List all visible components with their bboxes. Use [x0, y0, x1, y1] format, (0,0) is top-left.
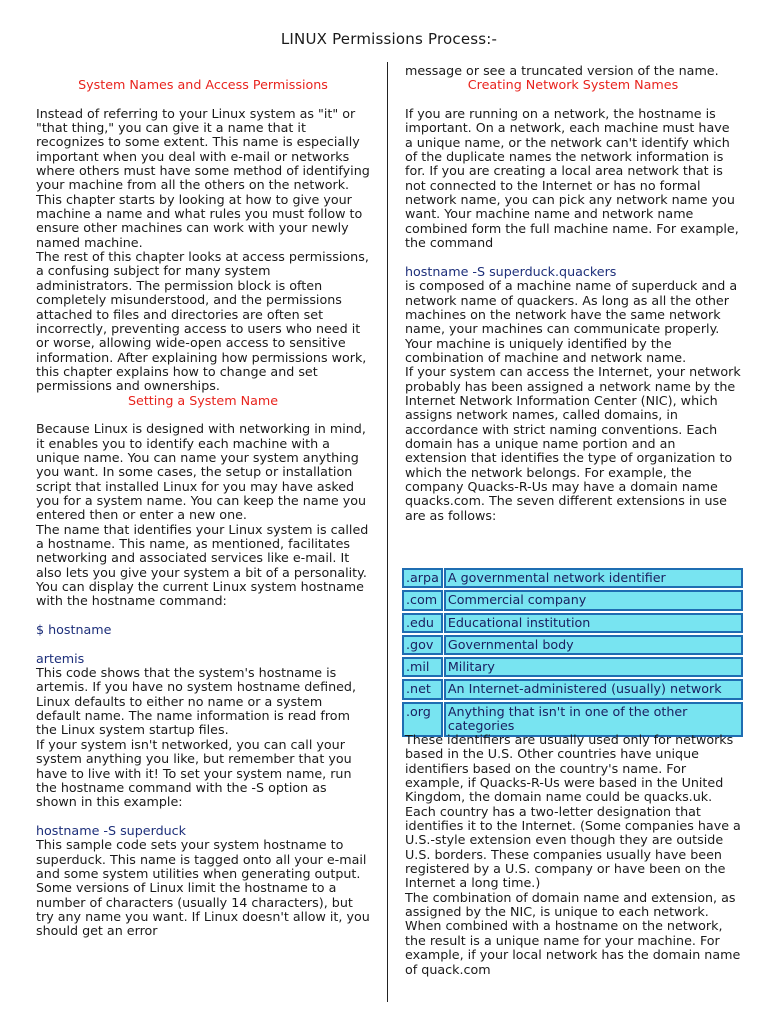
extension-cell: .arpa	[402, 568, 443, 588]
right-column-continued	[405, 733, 741, 977]
extension-cell: .edu	[402, 613, 443, 633]
paragraph: If your system isn't networked, you can call your system anything you like, but remember that you have to live with it! To set your system name, run the hostname command with the -S option as shown in this example:	[36, 736, 352, 810]
description-cell: Military	[444, 657, 743, 677]
description-cell: Anything that isn't in one of the other categories	[444, 702, 743, 737]
section-heading-network-names: Creating Network System Names	[467, 77, 679, 93]
description-cell: Governmental body	[444, 635, 743, 655]
table-row	[402, 635, 743, 655]
code-sample: hostname -S superduck	[36, 822, 186, 838]
table-row	[402, 568, 743, 588]
column-divider	[387, 62, 388, 1002]
paragraph: These identifiers are usually used only for networks based in the U.S. Other countries have unique identifiers based on the country's name. For example, if Quacks-R-Us were based in the United Kingdom, the domain name could be quacks.uk. Each country has a two-letter designation that identifies it to the Internet. (Some companies have a U.S.-style extension even though they are outside U.S. borders. These companies usually have been registered by a U.S. company or have been on the Internet a long time.)	[405, 732, 741, 891]
code-output: artemis	[36, 650, 85, 666]
right-column	[405, 64, 741, 523]
paragraph: message or see a truncated version of the name.	[405, 63, 719, 78]
paragraph: This sample code sets your system hostname to superduck. This name is tagged onto all your e-mail and some system utilities when generating output. Some versions of Linux limit the hostname to a number of characters (usually 14 characters), but try any name you want. If Linux doesn't allow it, you should get an error	[36, 837, 370, 939]
table-row	[402, 590, 743, 610]
description-cell: Educational institution	[444, 613, 743, 633]
paragraph: This code shows that the system's hostname is artemis. If you have no system hostname defined, Linux defaults to either no name or a system default name. The name information is read from the Linux system startup files.	[36, 665, 357, 738]
paragraph: If your system can access the Internet, your network probably has been assigned a network name by the Internet Network Information Center (NIC), which assigns network names, called domains, in accordance with strict naming conventions. Each domain has a unique name portion and an extension that identifies the type of organization to which the network belongs. For example, the company Quacks-R-Us may have a domain name quacks.com. The seven different extensions in use are as follows:	[405, 364, 741, 523]
paragraph: is composed of a machine name of superduck and a network name of quackers. As long as all the other machines on the network have the same network name, your machines can communicate properly. Your machine is uniquely identified by the combination of machine and network name.	[405, 278, 738, 365]
extension-cell: .com	[402, 590, 443, 610]
domain-extension-table	[401, 566, 744, 739]
description-cell: Commercial company	[444, 590, 743, 610]
extension-cell: .mil	[402, 657, 443, 677]
extension-cell: .net	[402, 679, 443, 699]
code-sample: hostname -S superduck.quackers	[405, 263, 617, 279]
section-heading-setting-name: Setting a System Name	[127, 392, 279, 408]
description-cell: An Internet-administered (usually) network	[444, 679, 743, 699]
paragraph: The name that identifies your Linux system is called a hostname. This name, as mentioned, facilitates networking and associated services like e-mail. It also lets you give your system a bit of a personality. You can display the current Linux system hostname with the hostname command:	[36, 521, 369, 609]
left-column	[36, 78, 370, 939]
paragraph: If you are running on a network, the hostname is important. On a network, each machine must have a unique name, or the network can't identify which of the duplicate names the network information is for. If you are creating a local area network that is not connected to the Internet or has no formal network name, you can pick any network name you want. Your machine name and network name combined form the full machine name. For example, the command	[405, 106, 739, 251]
table-row	[402, 679, 743, 699]
paragraph: Instead of referring to your Linux system as "it" or "that thing," you can give it a name that it recognizes to some extent. This name is especially important when you deal with e-mail or networks where others must have some method of identifying your machine from all the others on the network. This chapter starts by looking at how to give your machine a name and what rules you must follow to ensure other machines can work with your newly named machine.	[36, 105, 370, 250]
paragraph: The rest of this chapter looks at access permissions, a confusing subject for many system administrators. The permission block is often completely misunderstood, and the permissions attached to files and directories are often set incorrectly, preventing access to users who need it or worse, allowing wide-open access to sensitive information. After explaining how permissions work, this chapter explains how to change and set permissions and ownerships.	[36, 249, 369, 394]
paragraph: Because Linux is designed with networking in mind, it enables you to identify each machine with a unique name. You can name your system anything you want. In some cases, the setup or installation script that installed Linux for you may have asked you for a system name. You can keep the name you entered then or enter a new one.	[36, 421, 367, 523]
paragraph: The combination of domain name and extension, as assigned by the NIC, is unique to each network. When combined with a hostname on the network, the result is a unique name for your machine. For example, if your local network has the domain name of quack.com	[405, 889, 741, 977]
section-heading-system-names: System Names and Access Permissions	[78, 77, 328, 92]
table-row	[402, 657, 743, 677]
extension-cell: .org	[402, 702, 443, 737]
description-cell: A governmental network identifier	[444, 568, 743, 588]
table-row	[402, 613, 743, 633]
extension-cell: .gov	[402, 635, 443, 655]
code-sample: $ hostname	[36, 622, 112, 638]
document-title: LINUX Permissions Process:-	[280, 30, 498, 48]
